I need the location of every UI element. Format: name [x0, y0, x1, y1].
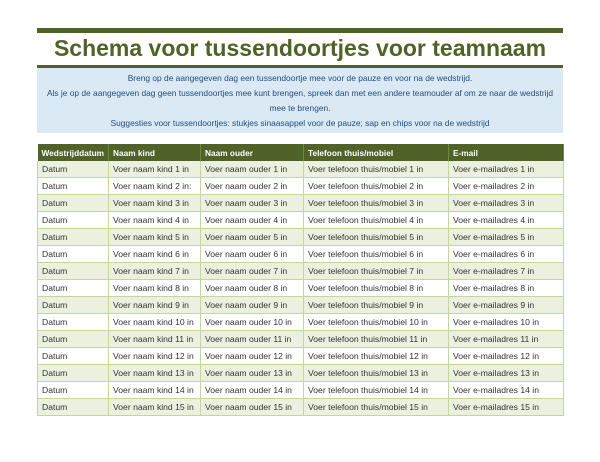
email-cell[interactable]: Voer e-mailadres 11 in — [449, 331, 564, 348]
table-row — [38, 280, 564, 297]
header-match-date[interactable]: Wedstrijddatum — [38, 144, 109, 161]
email-cell[interactable]: Voer e-mailadres 13 in — [449, 365, 564, 382]
phone-cell[interactable]: Voer telefoon thuis/mobiel 3 in — [304, 195, 449, 212]
child-name-cell[interactable]: Voer naam kind 8 in — [109, 280, 201, 297]
phone-cell[interactable]: Voer telefoon thuis/mobiel 2 in — [304, 178, 449, 195]
parent-name-cell[interactable]: Voer naam ouder 10 in — [201, 314, 304, 331]
date-cell[interactable]: Datum — [38, 161, 109, 178]
phone-cell[interactable]: Voer telefoon thuis/mobiel 15 in — [304, 399, 449, 416]
email-cell[interactable]: Voer e-mailadres 1 in — [449, 161, 564, 178]
parent-name-cell[interactable]: Voer naam ouder 4 in — [201, 212, 304, 229]
snack-schedule-page — [37, 28, 563, 416]
child-name-cell[interactable]: Voer naam kind 7 in — [109, 263, 201, 280]
header-email[interactable]: E-mail — [449, 144, 564, 161]
parent-name-cell[interactable]: Voer naam ouder 2 in — [201, 178, 304, 195]
intro-line-1[interactable]: Breng op de aangegeven dag een tussendoortje mee voor de pauze en voor na de wedstrijd. — [127, 73, 473, 83]
phone-cell[interactable]: Voer telefoon thuis/mobiel 7 in — [304, 263, 449, 280]
table-row — [38, 399, 564, 416]
date-cell[interactable]: Datum — [38, 297, 109, 314]
parent-name-cell[interactable]: Voer naam ouder 12 in — [201, 348, 304, 365]
email-cell[interactable]: Voer e-mailadres 9 in — [449, 297, 564, 314]
date-cell[interactable]: Datum — [38, 178, 109, 195]
date-cell[interactable]: Datum — [38, 314, 109, 331]
table-row — [38, 314, 564, 331]
phone-cell[interactable]: Voer telefoon thuis/mobiel 9 in — [304, 297, 449, 314]
parent-name-cell[interactable]: Voer naam ouder 9 in — [201, 297, 304, 314]
table-row — [38, 348, 564, 365]
date-cell[interactable]: Datum — [38, 382, 109, 399]
table-body — [38, 161, 564, 416]
header-parent-name[interactable]: Naam ouder — [201, 144, 304, 161]
parent-name-cell[interactable]: Voer naam ouder 1 in — [201, 161, 304, 178]
child-name-cell[interactable]: Voer naam kind 1 in — [109, 161, 201, 178]
table-header-row — [38, 144, 564, 161]
parent-name-cell[interactable]: Voer naam ouder 5 in — [201, 229, 304, 246]
parent-name-cell[interactable]: Voer naam ouder 13 in — [201, 365, 304, 382]
child-name-cell[interactable]: Voer naam kind 3 in — [109, 195, 201, 212]
header-child-name[interactable]: Naam kind — [109, 144, 201, 161]
email-cell[interactable]: Voer e-mailadres 4 in — [449, 212, 564, 229]
phone-cell[interactable]: Voer telefoon thuis/mobiel 14 in — [304, 382, 449, 399]
child-name-cell[interactable]: Voer naam kind 6 in — [109, 246, 201, 263]
parent-name-cell[interactable]: Voer naam ouder 3 in — [201, 195, 304, 212]
date-cell[interactable]: Datum — [38, 263, 109, 280]
phone-cell[interactable]: Voer telefoon thuis/mobiel 11 in — [304, 331, 449, 348]
table-row — [38, 297, 564, 314]
phone-cell[interactable]: Voer telefoon thuis/mobiel 8 in — [304, 280, 449, 297]
email-cell[interactable]: Voer e-mailadres 5 in — [449, 229, 564, 246]
email-cell[interactable]: Voer e-mailadres 12 in — [449, 348, 564, 365]
table-row — [38, 178, 564, 195]
table-row — [38, 263, 564, 280]
table-row — [38, 365, 564, 382]
child-name-cell[interactable]: Voer naam kind 9 in — [109, 297, 201, 314]
phone-cell[interactable]: Voer telefoon thuis/mobiel 4 in — [304, 212, 449, 229]
child-name-cell[interactable]: Voer naam kind 15 in — [109, 399, 201, 416]
date-cell[interactable]: Datum — [38, 348, 109, 365]
date-cell[interactable]: Datum — [38, 195, 109, 212]
email-cell[interactable]: Voer e-mailadres 14 in — [449, 382, 564, 399]
date-cell[interactable]: Datum — [38, 212, 109, 229]
date-cell[interactable]: Datum — [38, 331, 109, 348]
email-cell[interactable]: Voer e-mailadres 10 in — [449, 314, 564, 331]
phone-cell[interactable]: Voer telefoon thuis/mobiel 5 in — [304, 229, 449, 246]
table-row — [38, 331, 564, 348]
email-cell[interactable]: Voer e-mailadres 7 in — [449, 263, 564, 280]
intro-line-2[interactable]: Als je op de aangegeven dag geen tussendoortjes mee kunt brengen, spreek dan met een andere teamouder af om ze naar de wedstrijd mee te brengen. — [46, 88, 554, 113]
table-row — [38, 212, 564, 229]
date-cell[interactable]: Datum — [38, 365, 109, 382]
child-name-cell[interactable]: Voer naam kind 4 in — [109, 212, 201, 229]
table-row — [38, 161, 564, 178]
email-cell[interactable]: Voer e-mailadres 8 in — [449, 280, 564, 297]
child-name-cell[interactable]: Voer naam kind 13 in — [109, 365, 201, 382]
parent-name-cell[interactable]: Voer naam ouder 6 in — [201, 246, 304, 263]
email-cell[interactable]: Voer e-mailadres 2 in — [449, 178, 564, 195]
parent-name-cell[interactable]: Voer naam ouder 15 in — [201, 399, 304, 416]
parent-name-cell[interactable]: Voer naam ouder 7 in — [201, 263, 304, 280]
intro-box — [37, 68, 563, 133]
child-name-cell[interactable]: Voer naam kind 5 in — [109, 229, 201, 246]
intro-line-3[interactable]: Suggesties voor tussendoortjes: stukjes sinaasappel voor de pauze; sap en chips voor na de wedstrijd — [110, 118, 490, 128]
child-name-cell[interactable]: Voer naam kind 2 in: — [109, 178, 201, 195]
parent-name-cell[interactable]: Voer naam ouder 11 in — [201, 331, 304, 348]
child-name-cell[interactable]: Voer naam kind 12 in — [109, 348, 201, 365]
child-name-cell[interactable]: Voer naam kind 10 in — [109, 314, 201, 331]
email-cell[interactable]: Voer e-mailadres 6 in — [449, 246, 564, 263]
date-cell[interactable]: Datum — [38, 246, 109, 263]
date-cell[interactable]: Datum — [38, 399, 109, 416]
page-title[interactable]: Schema voor tussendoortjes voor teamnaam — [53, 35, 547, 61]
phone-cell[interactable]: Voer telefoon thuis/mobiel 10 in — [304, 314, 449, 331]
phone-cell[interactable]: Voer telefoon thuis/mobiel 12 in — [304, 348, 449, 365]
header-phone[interactable]: Telefoon thuis/mobiel — [304, 144, 449, 161]
table-row — [38, 246, 564, 263]
phone-cell[interactable]: Voer telefoon thuis/mobiel 1 in — [304, 161, 449, 178]
child-name-cell[interactable]: Voer naam kind 14 in — [109, 382, 201, 399]
table-row — [38, 229, 564, 246]
child-name-cell[interactable]: Voer naam kind 11 in — [109, 331, 201, 348]
email-cell[interactable]: Voer e-mailadres 3 in — [449, 195, 564, 212]
date-cell[interactable]: Datum — [38, 229, 109, 246]
date-cell[interactable]: Datum — [38, 280, 109, 297]
parent-name-cell[interactable]: Voer naam ouder 8 in — [201, 280, 304, 297]
phone-cell[interactable]: Voer telefoon thuis/mobiel 6 in — [304, 246, 449, 263]
parent-name-cell[interactable]: Voer naam ouder 14 in — [201, 382, 304, 399]
table-row — [38, 195, 564, 212]
phone-cell[interactable]: Voer telefoon thuis/mobiel 13 in — [304, 365, 449, 382]
schedule-table — [37, 144, 564, 416]
table-row — [38, 382, 564, 399]
email-cell[interactable]: Voer e-mailadres 15 in — [449, 399, 564, 416]
